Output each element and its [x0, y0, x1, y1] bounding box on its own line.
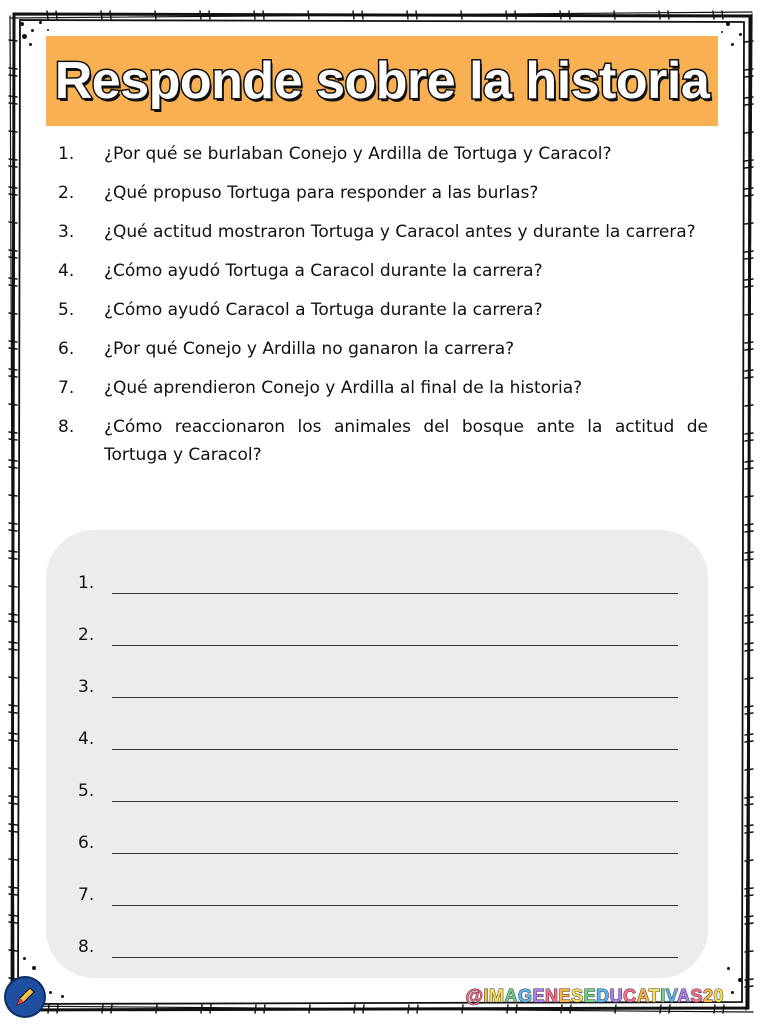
decorative-dot — [731, 991, 734, 994]
decorative-dot — [731, 43, 734, 46]
question-number: 2. — [58, 183, 75, 203]
decorative-dot — [29, 43, 32, 46]
answer-number: 6. — [78, 833, 95, 853]
answer-panel — [46, 530, 708, 978]
question-item — [58, 179, 708, 207]
decorative-dot — [738, 978, 742, 982]
decorative-dot — [61, 995, 64, 998]
question-text: ¿Cómo ayudó Caracol a Tortuga durante la carrera? — [104, 300, 543, 320]
question-list — [58, 140, 708, 480]
answer-row[interactable] — [78, 564, 678, 594]
question-item — [58, 413, 708, 469]
answer-line[interactable] — [112, 727, 678, 750]
question-number: 6. — [58, 339, 75, 359]
question-item — [58, 335, 708, 363]
answer-row[interactable] — [78, 824, 678, 854]
decorative-dot — [20, 22, 24, 26]
page-title: Responde sobre la historia — [54, 52, 710, 110]
question-item — [58, 296, 708, 324]
question-text: ¿Cómo reaccionaron los animales del bosque ante la actitud de Tortuga y Caracol? — [104, 417, 708, 465]
question-text: ¿Qué propuso Tortuga para responder a las burlas? — [104, 183, 539, 203]
answer-line[interactable] — [112, 675, 678, 698]
answer-line[interactable] — [112, 779, 678, 802]
question-number: 7. — [58, 378, 75, 398]
answer-number: 3. — [78, 677, 95, 697]
question-text: ¿Cómo ayudó Tortuga a Caracol durante la carrera? — [104, 261, 543, 281]
answer-row[interactable] — [78, 720, 678, 750]
decorative-dot — [47, 29, 49, 31]
question-text: ¿Por qué Conejo y Ardilla no ganaron la carrera? — [104, 339, 515, 359]
decorative-dot — [39, 21, 42, 24]
decorative-dot — [739, 33, 742, 36]
question-item — [58, 257, 708, 285]
answer-line[interactable] — [112, 935, 678, 958]
question-item — [58, 374, 708, 402]
question-text: ¿Por qué se burlaban Conejo y Ardilla de Tortuga y Caracol? — [104, 144, 612, 164]
answer-line[interactable] — [112, 883, 678, 906]
answer-number: 5. — [78, 781, 95, 801]
question-item — [58, 140, 708, 168]
watermark-text: @IMAGENESEDUCATIVAS20 — [465, 986, 724, 1006]
question-number: 5. — [58, 300, 75, 320]
answer-row[interactable] — [78, 616, 678, 646]
decorative-dot — [726, 22, 730, 26]
answer-row[interactable] — [78, 772, 678, 802]
decorative-dot — [727, 967, 730, 970]
answer-number: 8. — [78, 937, 95, 957]
question-number: 1. — [58, 144, 75, 164]
answer-line[interactable] — [112, 571, 678, 594]
decorative-dot — [23, 957, 26, 960]
decorative-dot — [31, 29, 34, 32]
question-text: ¿Qué aprendieron Conejo y Ardilla al final de la historia? — [104, 378, 583, 398]
pencil-icon — [12, 984, 38, 1010]
answer-line[interactable] — [112, 623, 678, 646]
question-item — [58, 218, 708, 246]
answer-number: 7. — [78, 885, 95, 905]
educational-logo-icon — [6, 978, 44, 1016]
question-text: ¿Qué actitud mostraron Tortuga y Caracol antes y durante la carrera? — [104, 222, 696, 242]
answer-number: 4. — [78, 729, 95, 749]
answer-number: 2. — [78, 625, 95, 645]
answer-row[interactable] — [78, 668, 678, 698]
answer-row[interactable] — [78, 876, 678, 906]
decorative-dot — [32, 966, 36, 970]
answer-line[interactable] — [112, 831, 678, 854]
title-banner — [46, 36, 718, 126]
answer-row[interactable] — [78, 928, 678, 958]
decorative-dot — [721, 31, 723, 33]
answer-number: 1. — [78, 573, 95, 593]
question-number: 4. — [58, 261, 75, 281]
decorative-dot — [22, 34, 27, 39]
question-number: 3. — [58, 222, 75, 242]
decorative-dot — [49, 991, 52, 994]
question-number: 8. — [58, 417, 75, 437]
